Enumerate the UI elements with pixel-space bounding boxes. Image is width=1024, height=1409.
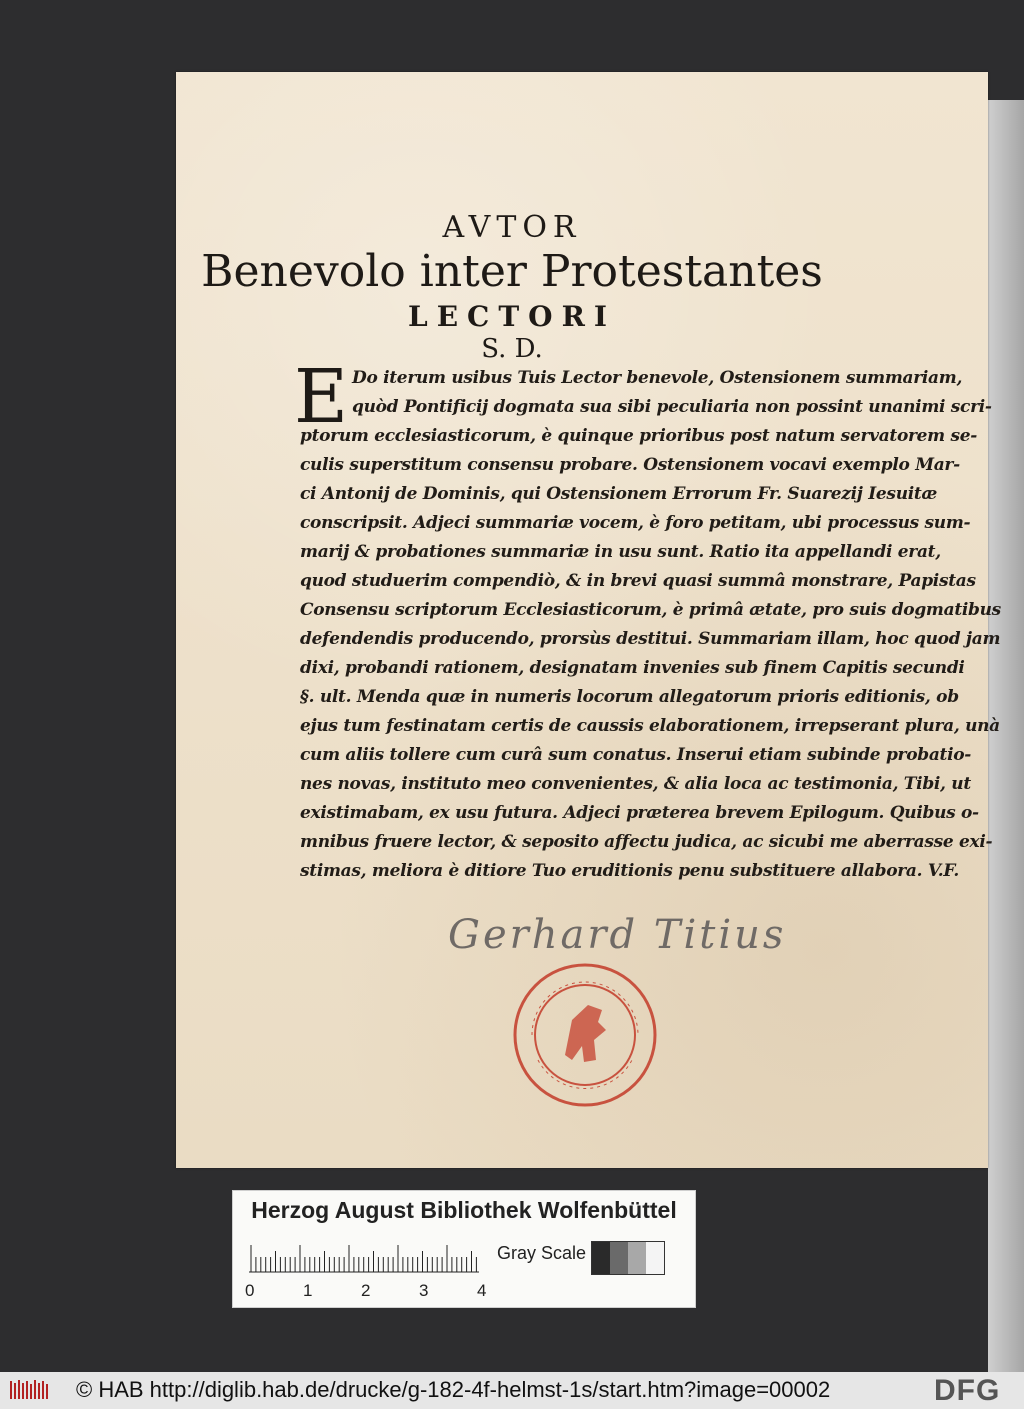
color-calibration-bar: [232, 1190, 696, 1308]
text-line: Consensu scriptorum Ecclesiasticorum, è primâ ætate, pro suis dogmatibus: [300, 600, 1001, 620]
heading-main: Benevolo inter Protestantes: [201, 246, 823, 297]
text-line: mnibus fruere lector, & seposito affectu judica, ac sicubi me aberrasse exi-: [300, 832, 993, 852]
hab-logo-icon: [8, 1377, 50, 1403]
text-line: quod studuerim compendiò, & in brevi quasi summâ monstrare, Papistas: [300, 571, 976, 591]
text-line: Do iterum usibus Tuis Lector benevole, Ostensionem summariam,: [352, 368, 963, 388]
text-line: §. ult. Menda quæ in numeris locorum allegatorum prioris editionis, ob: [300, 687, 959, 707]
text-line: ci Antonij de Dominis, qui Ostensionem Errorum Fr. Suarezij Iesuitæ: [300, 484, 937, 504]
source-url[interactable]: © HAB http://diglib.hab.de/drucke/g-182-4f-helmst-1s/start.htm?image=00002: [76, 1377, 831, 1402]
heading-lectori: LECTORI: [408, 300, 616, 333]
ruler-number: 4: [477, 1281, 487, 1300]
text-line: nes novas, instituto meo convenientes, & alia loca ac testimonia, Tibi, ut: [300, 774, 971, 794]
ruler-scale: [249, 1241, 479, 1273]
gray-scale-label: Gray Scale: [497, 1243, 587, 1263]
dfg-logo: DFG: [934, 1374, 1001, 1407]
text-line: culis superstitum consensu probare. Ostensionem vocavi exemplo Mar-: [300, 455, 960, 475]
text-line: marij & probationes summariæ in usu sunt. Ratio ita appellandi erat,: [300, 542, 941, 562]
drop-capital: E: [294, 354, 349, 440]
colorbar-title: Herzog August Bibliothek Wolfenbüttel: [251, 1197, 677, 1223]
text-line: conscripsit. Adjeci summariæ vocem, è foro petitam, ubi processus sum-: [300, 513, 971, 533]
text-line: dixi, probandi rationem, designatam invenies sub finem Capitis secundi: [300, 658, 965, 678]
ruler-number: 1: [303, 1281, 313, 1300]
text-line: defendendis producendo, prorsùs destitui. Summariam illam, hoc quod jam: [300, 629, 1001, 649]
handwritten-signature: Gerhard Titius: [448, 912, 787, 958]
text-line: quòd Pontificij dogmata sua sibi peculiaria non possint unanimi scri-: [352, 397, 992, 417]
text-line: ejus tum festinatam certis de caussis elaborationem, irrepserant plura, unà: [300, 716, 1000, 736]
ruler-number: 3: [419, 1281, 429, 1300]
heading-sd: S. D.: [481, 334, 543, 364]
text-line: ptorum ecclesiasticorum, è quinque prioribus post natum servatorem se-: [300, 426, 978, 446]
gray-scale-swatches: [591, 1241, 665, 1275]
text-line: stimas, meliora è ditiore Tuo eruditionis penu substituere allabora. V.F.: [300, 861, 960, 881]
text-line: existimabam, ex usu futura. Adjeci præterea brevem Epilogum. Quibus o-: [300, 803, 979, 823]
ruler-number: 2: [361, 1281, 371, 1300]
viewer-footer: [0, 1372, 1024, 1409]
text-line: cum aliis tollere cum curâ sum conatus. Inserui etiam subinde probatio-: [300, 745, 972, 765]
heading-autor: AVTOR: [442, 210, 582, 245]
library-stamp-icon: [510, 960, 660, 1110]
ruler-number: 0: [245, 1281, 255, 1300]
